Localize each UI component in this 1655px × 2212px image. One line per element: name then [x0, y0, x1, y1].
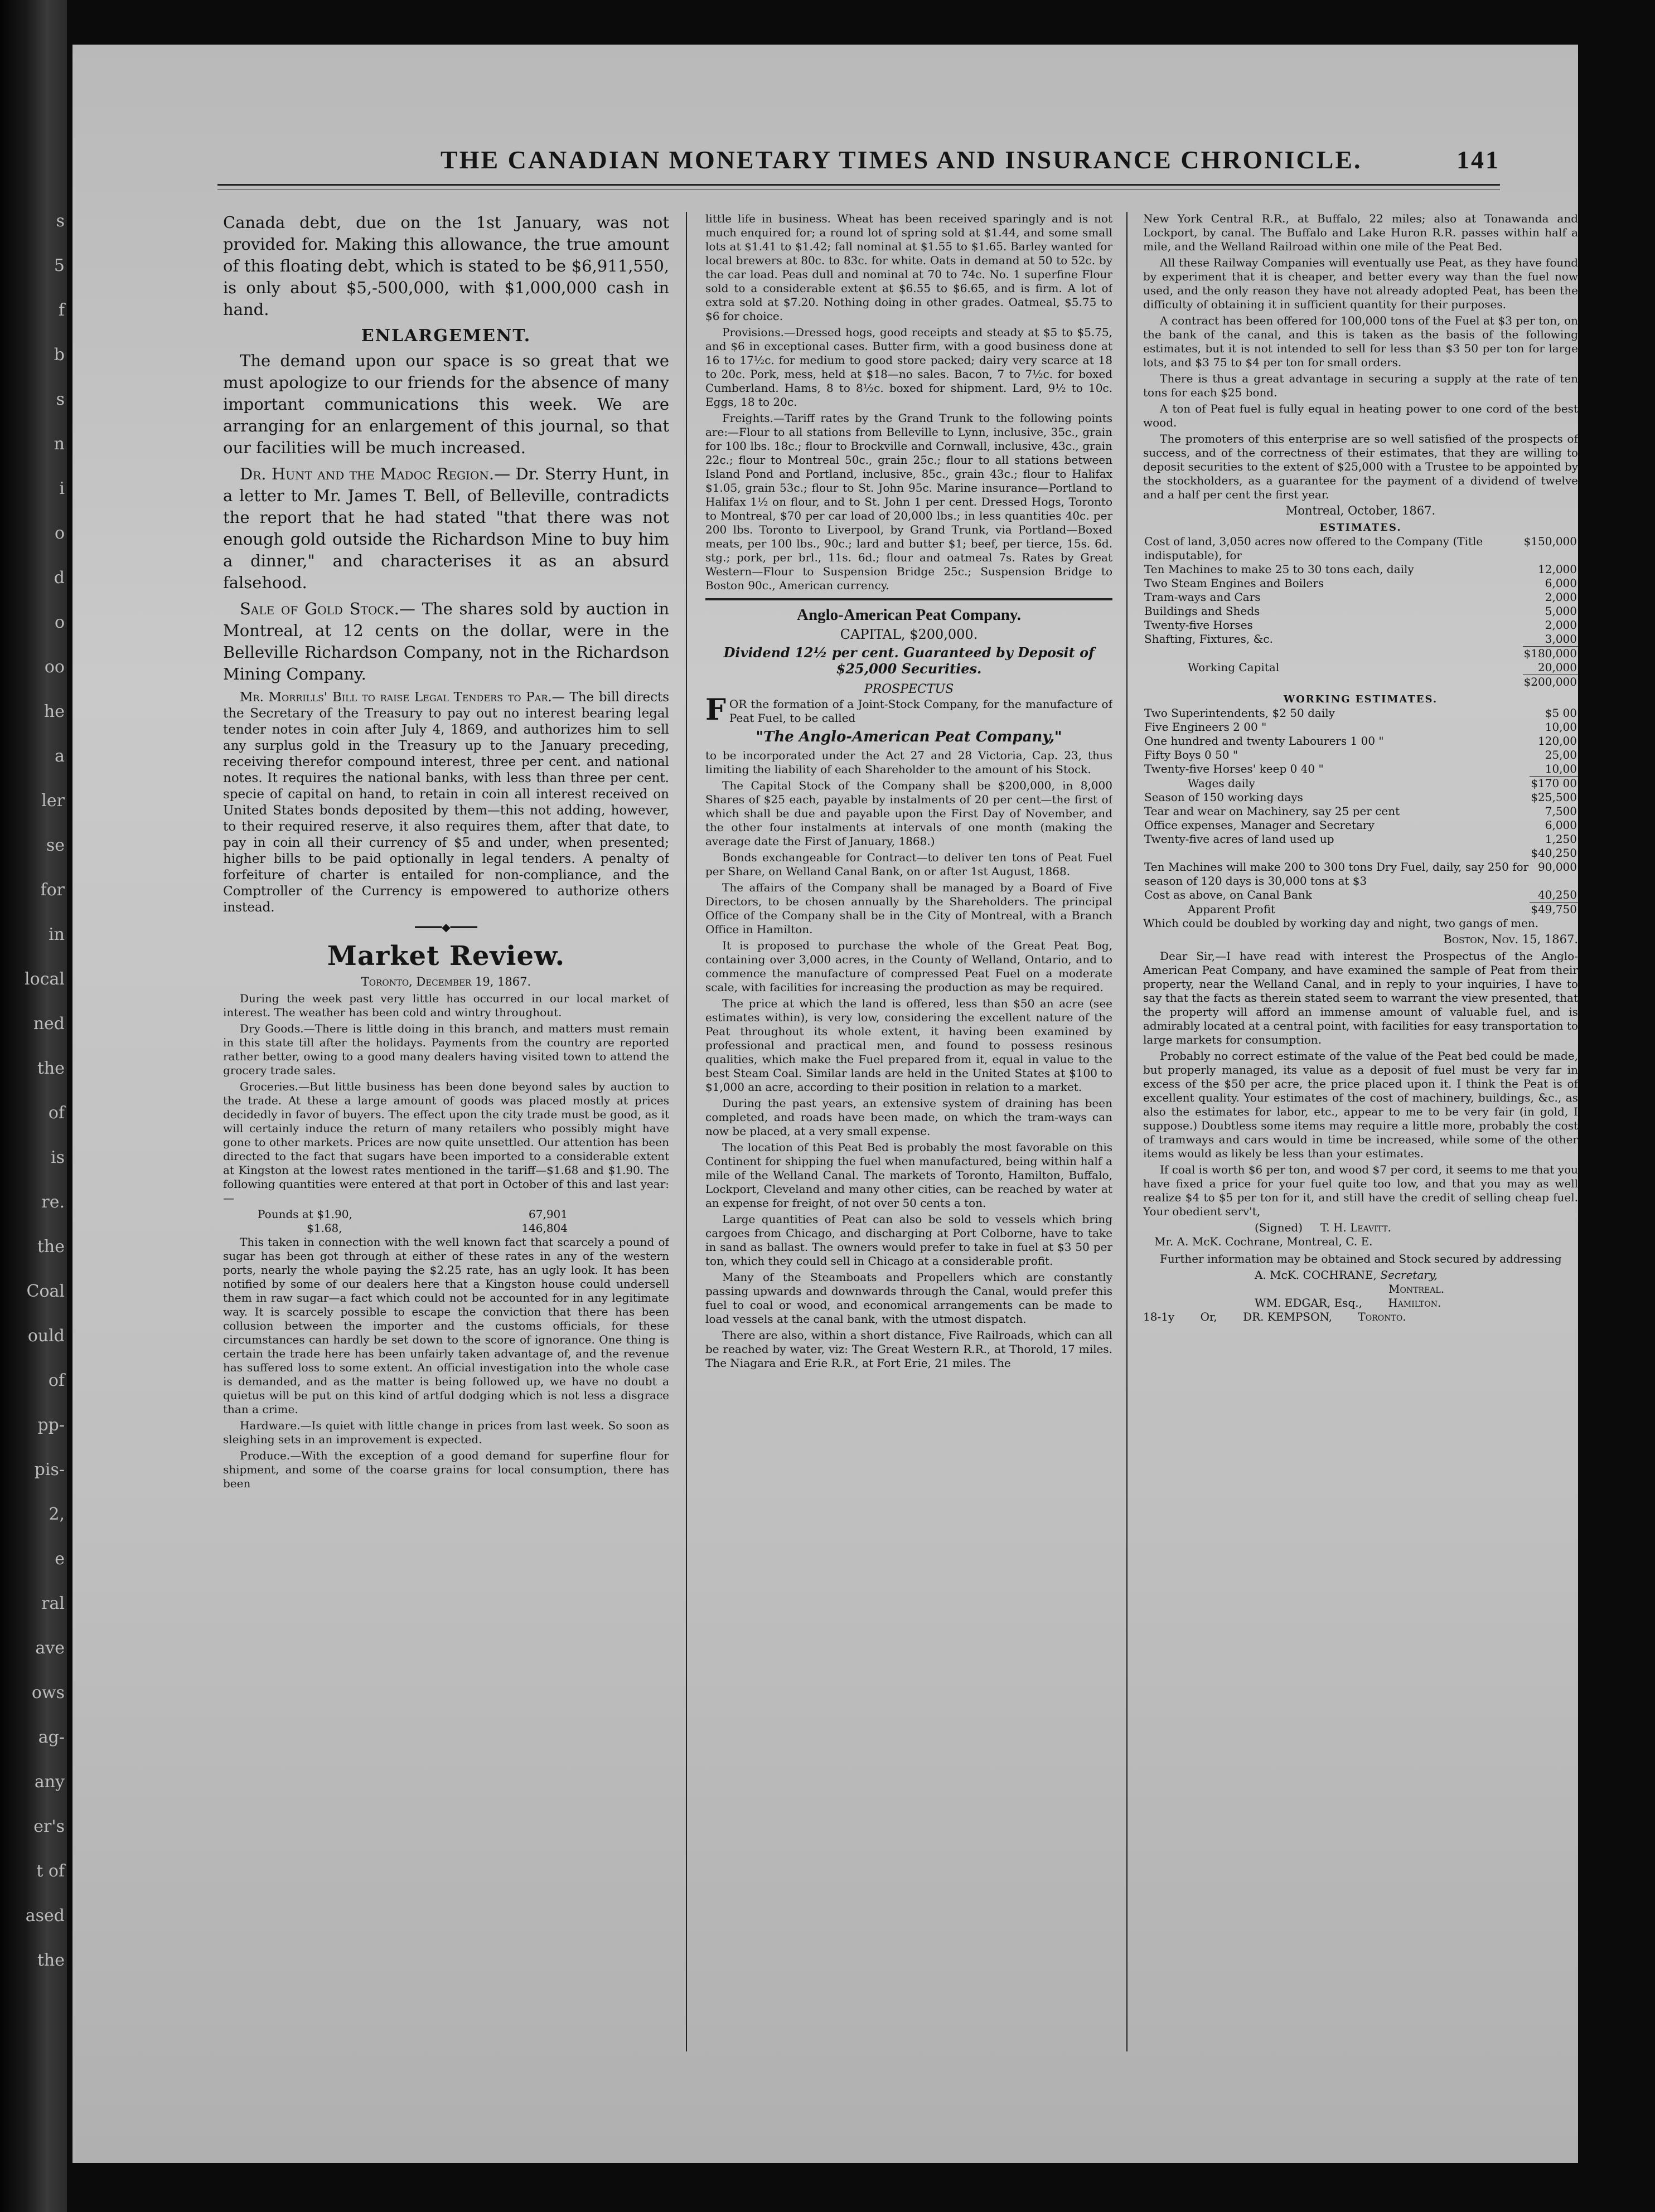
season-value: $25,500: [1531, 790, 1577, 804]
newspaper-page: [72, 45, 1578, 2163]
prospectus-p3: Bonds exchangeable for Contract—to deliver ten tons of Peat Fuel per Share, on Welland Canal Bank, on or after 1st August, 1868.: [705, 851, 1112, 878]
left-margin-fragment: f: [58, 300, 65, 320]
left-margin-fragment: ows: [31, 1683, 65, 1702]
column-divider-2: [1126, 212, 1127, 2051]
sugar-label: $1.68,: [307, 1221, 342, 1235]
table-row: [1143, 860, 1578, 888]
advantage-paragraph: There is thus a great advantage in securing a supply at the rate of ten tons for each $25 bond.: [1143, 372, 1578, 399]
prospectus-p6: The price at which the land is offered, less than $50 an acre (see estimates within), is very low, considering the excellent nature of the Peat throughout its whole extent, it having been examined by professional and practical men, and found to possess resinous qualities, which make the Fuel prepared from it, equal in value to the best Steam Coal. Similar lands are held in the United States at $100 to $1,000 an acre, according to their position in relation to a market.: [705, 997, 1112, 1094]
prospectus-p2: The Capital Stock of the Company shall be $200,000, in 8,000 Shares of $25 each, payable by instalments of 20 per cent—the first of which shall be due and payable upon the First Day of November, and the other four instalments at intervals of one month (making the average date the First of January, 1868.): [705, 779, 1112, 848]
season-label: Tear and wear on Machinery, say 25 per cent: [1144, 804, 1400, 818]
table-row: [1143, 903, 1578, 917]
contact-2-name: WM. EDGAR, Esq.,: [1255, 1296, 1362, 1309]
left-margin-fragment: se: [46, 836, 65, 855]
table-row: [257, 1221, 569, 1235]
left-margin-fragment: s: [56, 211, 65, 231]
produce-continued: little life in business. Wheat has been received sparingly and is not much enquired for; a round lot of spring sold at $1.44, and some small lots at $1.41 to $1.42; fall nominal at $1.55 to $1.65. Barley wanted for local brewers at 80c. to 83c. for white. Oats in demand at 50 to 52c. by the car load. Peas dull and nominal at 70 to 74c. No. 1 superfine Flour sold to a considerable extent at $6.55 to $6.65, and is firm. A lot of extra sold at $7.20. Nothing doing in other grades. Oatmeal, $5.75 to $6 for choice.: [705, 212, 1112, 323]
letter-paragraph-1: Dear Sir,—I have read with interest the Prospectus of the Anglo-American Peat Company, and have examined the sample of Peat from their property, near the Welland Canal, and in reply to your inquiries, I have to say that the facts as therein stated seem to warrant the view presented, that the property will afford an immense amount of valuable fuel, and is admirably located at a central point, with facilities for easy transportation to large markets for consumption.: [1143, 949, 1578, 1046]
estimate-label: Twenty-five Horses: [1144, 618, 1253, 632]
estimate-value: 3,000: [1545, 632, 1577, 646]
company-name-quote: "The Anglo-American Peat Company,": [756, 729, 1062, 745]
left-margin-fragment: ral: [41, 1594, 65, 1613]
or-label: Or,: [1200, 1310, 1217, 1323]
left-margin-fragment: is: [51, 1148, 65, 1167]
left-margin-fragment: o: [54, 613, 65, 632]
profit-value: $49,750: [1531, 903, 1577, 916]
estimate-label: Cost of land, 3,050 acres now offered to the Company (Title indisputable), for: [1144, 535, 1483, 562]
table-row: [1143, 675, 1578, 690]
railway-paragraph: All these Railway Companies will eventually use Peat, as they have found by experiment that it is cheaper, and better every way than the fuel now used, and the only reason they have not already adopted Peat, has been the difficulty of obtaining it in sufficient quantity for their purposes.: [1143, 256, 1578, 311]
left-margin-fragment: oo: [44, 657, 65, 677]
estimate-total: $200,000: [1523, 675, 1577, 688]
contact-3-name: DR. KEMPSON,: [1243, 1310, 1333, 1323]
estimate-label: Buildings and Sheds: [1144, 604, 1260, 618]
left-margin-fragment: in: [49, 925, 65, 944]
prospectus-p5: It is proposed to purchase the whole of the Great Peat Bog, containing over 3,000 acres, in the County of Welland, Ontario, and to commence the manufacture of compressed Peat Fuel on a moderate scale, with facilities for increasing the production as may be required.: [705, 939, 1112, 994]
doubled-note: Which could be doubled by working day and night, two gangs of men.: [1143, 916, 1539, 930]
page-header: [217, 145, 1500, 184]
sugar-value: 67,901: [529, 1207, 568, 1221]
left-margin-fragment: ned: [33, 1014, 65, 1034]
enlargement-heading: ENLARGEMENT.: [361, 326, 531, 346]
left-margin-fragment: b: [54, 345, 65, 365]
left-margin-fragment: ler: [41, 791, 65, 811]
gold-stock-paragraph: [223, 598, 669, 685]
cost-canal-label: Cost as above, on Canal Bank: [1144, 888, 1312, 901]
addressee-line: Mr. A. McK. Cochrane, Montreal, C. E.: [1154, 1235, 1373, 1248]
working-estimates-table: [1143, 706, 1578, 916]
estimate-label: Tram-ways and Cars: [1144, 590, 1261, 604]
season-label: Season of 150 working days: [1144, 790, 1303, 804]
table-row: [1143, 762, 1578, 777]
table-row: [1143, 590, 1578, 604]
profit-label: Apparent Profit: [1188, 902, 1276, 916]
column-1: [223, 212, 669, 2040]
estimate-subtotal: $180,000: [1523, 647, 1577, 660]
prospectus-heading: PROSPECTUS: [864, 682, 954, 696]
left-margin-fragment: any: [34, 1772, 65, 1792]
wages-value: $170 00: [1531, 777, 1577, 790]
sugar-label: Pounds at $1.90,: [258, 1207, 352, 1221]
section-ornament: ━━━━◆━━━━: [415, 920, 477, 934]
table-row: [1143, 647, 1578, 661]
estimates-heading: ESTIMATES.: [1319, 522, 1402, 533]
contact-3: [1143, 1310, 1578, 1324]
further-info: Further information may be obtained and Stock secured by addressing: [1160, 1252, 1562, 1265]
gold-stock-text: The shares sold by auction in Montreal, at 12 cents on the dollar, were in the Belleville Richardson Company, not in the Richardson Mining Company.: [223, 599, 669, 683]
prospectus-opening: [705, 693, 1112, 727]
morrill-paragraph: [223, 690, 669, 916]
table-row: [1143, 618, 1578, 632]
morrill-title: Mr. Morrills' Bill to raise Legal Tenders to Par.—: [240, 690, 565, 705]
table-row: [1143, 661, 1578, 675]
contact-1: [1143, 1268, 1578, 1282]
railroad-continued: New York Central R.R., at Buffalo, 22 miles; also at Tonawanda and Lockport, by canal. The Buffalo and Lake Huron R.R. passes within half a mile, and the Welland Railroad within one mile of the Peat Bed.: [1143, 212, 1578, 253]
left-margin-fragment: 5: [54, 256, 65, 275]
page-number: 141: [1456, 145, 1500, 174]
season-label: Office expenses, Manager and Secretary: [1144, 818, 1375, 832]
sugar-table: [257, 1207, 569, 1235]
floating-debt-paragraph: Canada debt, due on the 1st January, was not provided for. Making this allowance, the true amount of this floating debt, which is stated to be $6,911,550, is only about $5,-500,000, with $1,000,000 cash in hand.: [223, 213, 669, 319]
boston-date: Boston, Nov. 15, 1867.: [1443, 933, 1578, 946]
letter-paragraph-3: If coal is worth $6 per ton, and wood $7 per cord, it seems to me that you have fixed a price for your fuel quite too low, and that you may as well realize $4 to $5 per ton for it, and still have the credit of selling cheap fuel. Your obedient serv't,: [1143, 1163, 1578, 1218]
left-margin-fragment: pp-: [37, 1415, 65, 1435]
left-margin-fragment: n: [54, 434, 65, 454]
working-value: 10,00: [1545, 762, 1577, 775]
dry-goods-paragraph: Dry Goods.—There is little doing in this branch, and matters must remain in this state till after the holidays. Payments from the country are reported rather better, owing to a good many dealers having visited town to attend the grocery trade sales.: [223, 1022, 669, 1077]
working-label: One hundred and twenty Labourers 1 00 ": [1144, 734, 1384, 748]
left-margin-fragment: ould: [27, 1326, 65, 1346]
madoc-title: Dr. Hunt and the Madoc Region.—: [240, 464, 511, 483]
working-label: Two Superintendents, $2 50 daily: [1144, 706, 1335, 720]
prospectus-p9: Large quantities of Peat can also be sold to vessels which bring cargoes from Chicago, and discharging at Port Colborne, have to take in sand as ballast. The owners would prefer to take in fuel at $3 50 per ton, which they could sell in Chicago at a considerable profit.: [705, 1212, 1112, 1268]
column-3: [1143, 212, 1578, 2051]
working-capital-value: 20,000: [1538, 661, 1577, 674]
working-estimates-heading: WORKING ESTIMATES.: [1283, 693, 1438, 705]
contact-1-role: Secretary,: [1380, 1268, 1438, 1282]
working-label: Twenty-five Horses' keep 0 40 ": [1144, 762, 1324, 775]
working-value: 120,00: [1538, 734, 1577, 748]
table-row: [1143, 576, 1578, 590]
left-margin-fragment: re.: [41, 1192, 65, 1212]
contact-1-name: A. McK. COCHRANE,: [1255, 1268, 1377, 1282]
wages-label: Wages daily: [1188, 776, 1255, 790]
left-margin-fragment: for: [40, 880, 65, 900]
left-margin-fragment: the: [37, 1059, 65, 1078]
estimate-label: Shafting, Fixtures, &c.: [1144, 632, 1273, 646]
prospectus-p11: There are also, within a short distance, Five Railroads, which can all be reached by water, viz: The Great Western R.R., at Thorold, 17 miles. The Niagara and Erie R.R., at Fort Erie, 21 miles. The: [705, 1328, 1112, 1370]
left-margin-fragment: Coal: [26, 1282, 65, 1301]
promoters-paragraph: The promoters of this enterprise are so well satisfied of the prospects of success, and of the correctness of their estimates, that they are willing to deposit securities to the extent of $25,000 with a Trustee to be appointed by the stockholders, as a guarantee for the payment of a dividend of twelve and a half per cent the first year.: [1143, 432, 1578, 501]
left-margin-fragment: a: [55, 746, 65, 766]
table-row: [1143, 748, 1578, 762]
left-margin-fragment: o: [54, 523, 65, 543]
table-row: [1143, 888, 1578, 903]
table-row: [1143, 790, 1578, 804]
market-review-title: Market Review.: [327, 940, 565, 972]
table-row: [1143, 632, 1578, 647]
groceries-paragraph: Groceries.—But little business has been done beyond sales by auction to the trade. At these a large amount of goods was placed mostly at prices decidedly in favor of buyers. The effect upon the city trade must be good, as it will certainly induce the return of many retailers who possibly might have gone to other markets. Prices are now quite unsettled. Our attention has been directed to the fact that sugars have been imported to a considerable extent at Kingston at the lowest rates mentioned in the tariff—$1.68 and $1.90. The following quantities were entered at that port in October of this and last year:—: [223, 1080, 669, 1205]
left-margin-fragment: the: [37, 1951, 65, 1970]
table-row: [1143, 734, 1578, 748]
table-row: [1143, 562, 1578, 576]
left-margin-fragment: ased: [25, 1906, 65, 1925]
table-row: [1143, 777, 1578, 791]
working-label: Five Engineers 2 00 ": [1144, 720, 1267, 734]
market-review-date: Toronto, December 19, 1867.: [361, 975, 531, 988]
left-margin-fragment: s: [56, 390, 65, 409]
provisions-paragraph: Provisions.—Dressed hogs, good receipts and steady at $5 to $5.75, and $6 in exceptional cases. Butter firm, with a good business done at 16 to 17½c. for medium to good store packed; dairy very scarce at 18 to 20c. Pork, mess, held at $18—no sales. Bacon, 7 to 7½c. for boxed Cumberland. Hams, 8 to 8½c. boxed for shipment. Lard, 9½ to 10c. Eggs, 18 to 20c.: [705, 326, 1112, 409]
hardware-paragraph: Hardware.—Is quiet with little change in prices from last week. So soon as sleighing sets in an improvement is expected.: [223, 1419, 669, 1446]
enlargement-paragraph: The demand upon our space is so great that we must apologize to our friends for the absence of many important communications this week. We are arranging for an enlargement of this journal, so that our facilities will be much increased.: [223, 351, 669, 457]
season-value: 6,000: [1545, 818, 1577, 832]
produce-paragraph: Produce.—With the exception of a good demand for superfine flour for shipment, and some of the coarse grains for local consumption, there has been: [223, 1449, 669, 1490]
table-row: [1143, 706, 1578, 720]
left-margin-fragment: local: [25, 969, 65, 989]
prospectus-p1: to be incorporated under the Act 27 and 28 Victoria, Cap. 23, thus limiting the liability of each Shareholder to the amount of his Stock.: [705, 749, 1112, 776]
working-label: Fifty Boys 0 50 ": [1144, 748, 1238, 761]
montreal-date: Montreal, October, 1867.: [1285, 504, 1436, 517]
estimate-value: $150,000: [1523, 535, 1577, 548]
heating-paragraph: A ton of Peat fuel is fully equal in heating power to one cord of the best wood.: [1143, 402, 1578, 429]
table-row: [1143, 832, 1578, 846]
dropcap-letter: F: [705, 693, 726, 727]
left-margin-fragment: d: [54, 568, 65, 588]
working-value: 10,00: [1545, 720, 1577, 734]
company-title: Anglo-American Peat Company.: [797, 606, 1021, 624]
season-total: $40,250: [1531, 846, 1577, 860]
left-margin-fragment: e: [55, 1549, 65, 1569]
left-margin-fragment: he: [43, 702, 65, 721]
gold-stock-title: Sale of Gold Stock.—: [240, 599, 415, 618]
table-row: [1143, 818, 1578, 832]
table-row: [1143, 804, 1578, 818]
estimates-table: [1143, 535, 1578, 689]
company-capital: CAPITAL, $200,000.: [840, 627, 978, 642]
section-rule: [705, 598, 1112, 600]
working-capital-label: Working Capital: [1188, 661, 1280, 674]
madoc-text: Dr. Sterry Hunt, in a letter to Mr. James T. Bell, of Belleville, contradicts the report that he had stated "that there was not enough gold outside the Richardson Mine to buy him a dinner," and characterises it as an absurd falsehood.: [223, 464, 669, 592]
sugar-value: 146,804: [521, 1221, 568, 1235]
freights-paragraph: Freights.—Tariff rates by the Grand Trunk to the following points are:—Flour to all stations from Belleville to Lynn, inclusive, 35c., grain for 100 lbs. 18c.; flour to Brockville and Cornwall, inclusive, 43c., grain 22c.; flour to Montreal 50c., grain 25c.; flour to all stations between Island Pond and Portland, inclusive, 85c., grain 43c.; flour to Halifax $1.05, grain 53c.; flour to St. John 95c. Marine insurance—Portland to Halifax 1½ on flour, and to St. John 1 per cent. Dressed Hogs, Toronto to Montreal, $70 per car load of 20,000 lbs.; in less quantities 40c. per 200 lbs. Toronto to Liverpool, by Grand Trunk, via Portland—Boxed meats, per 100 lbs., 90c.; lard and butter $1; beef, per tierce, 15s. 6d. stg.; pork, per brl., 11s. 6d.; flour and oatmeal 7s. Rates by Great Western—Flour to Suspension Bridge 25c.; Suspension Bridge to Boston 90c., American currency.: [705, 411, 1112, 592]
table-row: [1143, 720, 1578, 734]
left-margin-fragment: ag-: [38, 1728, 65, 1747]
column-2: [705, 212, 1112, 2051]
estimate-value: 5,000: [1545, 604, 1577, 618]
left-margin-strip: [0, 0, 67, 2212]
table-row: [1143, 535, 1578, 562]
letter-paragraph-2: Probably no correct estimate of the value of the Peat bed could be made, but properly managed, its value as a deposit of fuel must be very far in excess of the $50 per acre, the price placed upon it. I think the Peat is of excellent quality. Your estimates of the cost of machinery, buildings, &c., as also the estimates for labor, etc., appear to me to be very fair (in gold, I suppose.) Doubtless some items may require a little more, probably the cost of tramways and cars would in time be increased, while some of the other items would as likely be less than your estimates.: [1143, 1049, 1578, 1160]
signed-label: (Signed): [1255, 1221, 1303, 1234]
estimate-value: 2,000: [1545, 590, 1577, 604]
left-margin-fragment: 2,: [49, 1505, 65, 1524]
column-divider-1: [686, 212, 687, 2051]
season-label: Twenty-five acres of land used up: [1144, 832, 1334, 846]
signer-name: T. H. Leavitt.: [1320, 1221, 1391, 1234]
header-rule: [217, 184, 1500, 186]
left-margin-fragment: i: [59, 479, 65, 498]
estimate-label: Two Steam Engines and Boilers: [1144, 576, 1324, 590]
estimate-value: 2,000: [1545, 618, 1577, 632]
prospectus-p8: The location of this Peat Bed is probably the most favorable on this Continent for shipping the fuel when manufactured, being within half a mile of the Welland Canal. The markets of Toronto, Hamilton, Buffalo, Lockport, Cleveland and many other cities, can be reached by water at an expense for freight, of not over 50 cents a ton.: [705, 1141, 1112, 1210]
left-margin-fragment: t of: [36, 1861, 65, 1881]
contact-3-city: Toronto.: [1358, 1310, 1406, 1323]
left-margin-fragment: of: [48, 1103, 65, 1123]
estimate-value: 12,000: [1538, 562, 1577, 576]
estimate-label: Ten Machines to make 25 to 30 tons each, daily: [1144, 562, 1414, 576]
table-row: [1143, 604, 1578, 618]
company-dividend: Dividend 12½ per cent. Guaranteed by Deposit of $25,000 Securities.: [723, 644, 1095, 677]
working-value: $5 00: [1545, 706, 1577, 720]
contact-2-city: Hamilton.: [1388, 1296, 1441, 1309]
signature-line: [1143, 1221, 1578, 1235]
machines-value: 90,000: [1538, 860, 1577, 874]
left-margin-fragment: pis-: [34, 1460, 65, 1479]
left-margin-fragment: ave: [35, 1638, 65, 1658]
issue-code: 18-1y: [1143, 1310, 1175, 1323]
contract-paragraph: A contract has been offered for 100,000 tons of the Fuel at $3 per ton, on the bank of the canal, and this is taken as the basis of the following estimates, but it is not intended to sell for less than $3 50 per ton for large lots, and $3 75 to $4 per ton for small orders.: [1143, 314, 1578, 369]
madoc-paragraph: [223, 463, 669, 594]
table-row: [257, 1207, 569, 1221]
working-value: 25,00: [1545, 748, 1577, 761]
prospectus-open-text: OR the formation of a Joint-Stock Company, for the manufacture of Peat Fuel, to be called: [729, 697, 1112, 725]
season-value: 7,500: [1545, 804, 1577, 818]
left-margin-fragment: of: [48, 1371, 65, 1390]
sugar-after-paragraph: This taken in connection with the well known fact that scarcely a pound of sugar has been got through at either of these rates in any of the western ports, nearly the whole paying the $2.25 rate, has an ugly look. It has been notified by some of our dealers here that a Kingston house could undersell them in raw sugar—a fact which could not be accounted for in any legitimate way. It is scarcely possible to escape the conviction that there has been collusion between the importer and the customs officials, for these circumstances can hardly be set down to the score of ignorance. One thing is certain the trade here has been unfairly taken advantage of, and the revenue has suffered loss to some extent. An official investigation into the whole case is demanded, and as the matter is being followed up, we have no doubt a quietus will be put on this kind of artful dodging which is not less a disgrace than a crime.: [223, 1235, 669, 1416]
morrill-text: The bill directs the Secretary of the Treasury to pay out no interest bearing legal tender notes in coin after July 4, 1869, and authorizes him to sell any surplus gold in the Treasury up to the January preceding, receiving therefor compound interest, three per cent. and national notes. It requires the national banks, with less than three per cent. specie of capital on hand, to retain in coin all interest received on United States bonds deposited by them—this not adding, however, to their required reserve, it also requires them, after that date, to pay in coin all their currency of $5 and under, when presented; higher bills to be paid optionally in legal tenders. A penalty of forfeiture of charter is entailed for non-compliance, and the Comptroller of the Currency is empowered to authorize others instead.: [223, 690, 669, 915]
table-row: [1143, 846, 1578, 860]
prospectus-p7: During the past years, an extensive system of draining has been completed, and roads have been made, on which the tram-ways can now be placed, at a very small expense.: [705, 1097, 1112, 1138]
season-value: 1,250: [1545, 832, 1577, 846]
left-margin-fragment: er's: [33, 1817, 65, 1836]
contact-1-city: Montreal.: [1388, 1282, 1445, 1296]
contact-2: [1143, 1296, 1578, 1310]
page-title: THE CANADIAN MONETARY TIMES AND INSURANCE CHRONICLE.: [441, 145, 1362, 174]
cost-canal-value: 40,250: [1538, 888, 1577, 901]
estimate-value: 6,000: [1545, 576, 1577, 590]
machines-text: Ten Machines will make 200 to 300 tons Dry Fuel, daily, say 250 for season of 120 days is 30,000 tons at $3: [1144, 860, 1529, 887]
left-margin-fragment: the: [37, 1237, 65, 1257]
prospectus-p4: The affairs of the Company shall be managed by a Board of Five Directors, to be chosen annually by the Shareholders. The principal Office of the Company shall be in the City of Montreal, with a Branch Office in Hamilton.: [705, 881, 1112, 936]
market-intro: During the week past very little has occurred in our local market of interest. The weather has been cold and wintry throughout.: [223, 992, 669, 1019]
prospectus-p10: Many of the Steamboats and Propellers which are constantly passing upwards and downwards through the Canal, would prefer this fuel to coal or wood, and economical arrangements can be made to load vessels at the canal bank, with the utmost dispatch.: [705, 1270, 1112, 1326]
